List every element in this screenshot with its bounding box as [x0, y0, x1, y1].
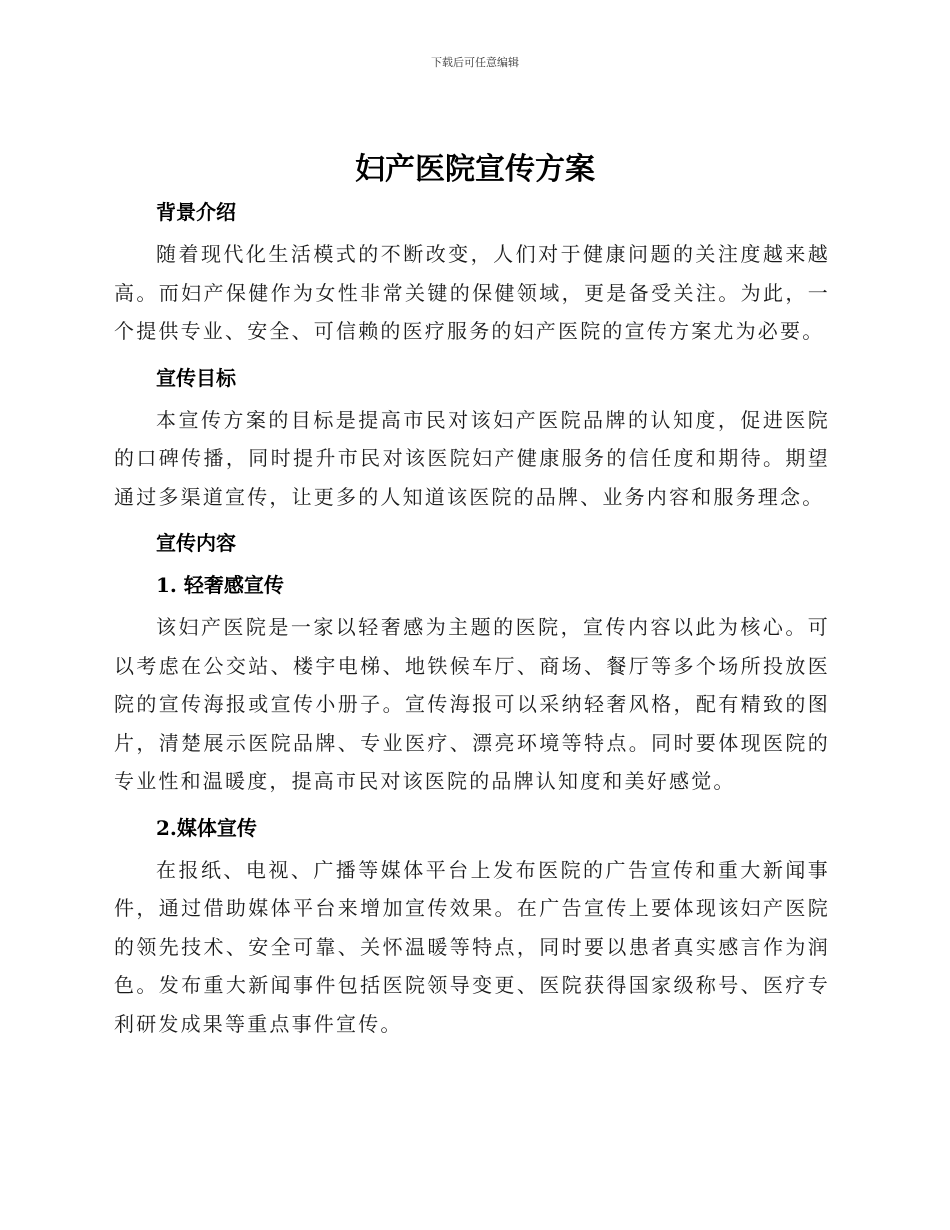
section-heading-media-promotion: 2.媒体宣传: [156, 815, 257, 840]
header-note: 下载后可任意编辑: [431, 56, 519, 69]
document-title: 妇产医院宣传方案: [355, 152, 595, 187]
paragraph-goals: 本宣传方案的目标是提高市民对该妇产医院品牌的认知度，促进医院的口碑传播，同时提升市民对该医院妇产健康服务的信任度和期待。期望通过多渠道宣传，让更多的人知道该医院的品牌、业务内容和服务理念。: [114, 407, 830, 509]
section-heading-content: 宣传内容: [156, 531, 236, 555]
paragraph-media-promotion: 在报纸、电视、广播等媒体平台上发布医院的广告宣传和重大新闻事件，通过借助媒体平台来增加宣传效果。在广告宣传上要体现该妇产医院的领先技术、安全可靠、关怀温暖等特点，同时要以患者真实感言作为润色。发布重大新闻事件包括医院领导变更、医院获得国家级称号、医疗专利研发成果等重点事件宣传。: [114, 857, 830, 1036]
section-heading-goals: 宣传目标: [156, 365, 236, 390]
paragraph-luxury-promotion: 该妇产医院是一家以轻奢感为主题的医院，宣传内容以此为核心。可以考虑在公交站、楼宇电梯、地铁候车厅、商场、餐厅等多个场所投放医院的宣传海报或宣传小册子。宣传海报可以采纳轻奢风格，配有精致的图片，清楚展示医院品牌、专业医疗、漂亮环境等特点。同时要体现医院的专业性和温暖度，提高市民对该医院的品牌认知度和美好感觉。: [114, 615, 830, 793]
section-heading-luxury-promotion: 1. 轻奢感宣传: [156, 573, 284, 597]
document-body: [114, 193, 830, 1051]
paragraph-background: 随着现代化生活模式的不断改变，人们对于健康问题的关注度越来越高。而妇产保健作为女性非常关键的保健领域，更是备受关注。为此，一个提供专业、安全、可信赖的医疗服务的妇产医院的宣传方案尤为必要。: [114, 242, 830, 343]
section-heading-background: 背景介绍: [156, 200, 236, 224]
